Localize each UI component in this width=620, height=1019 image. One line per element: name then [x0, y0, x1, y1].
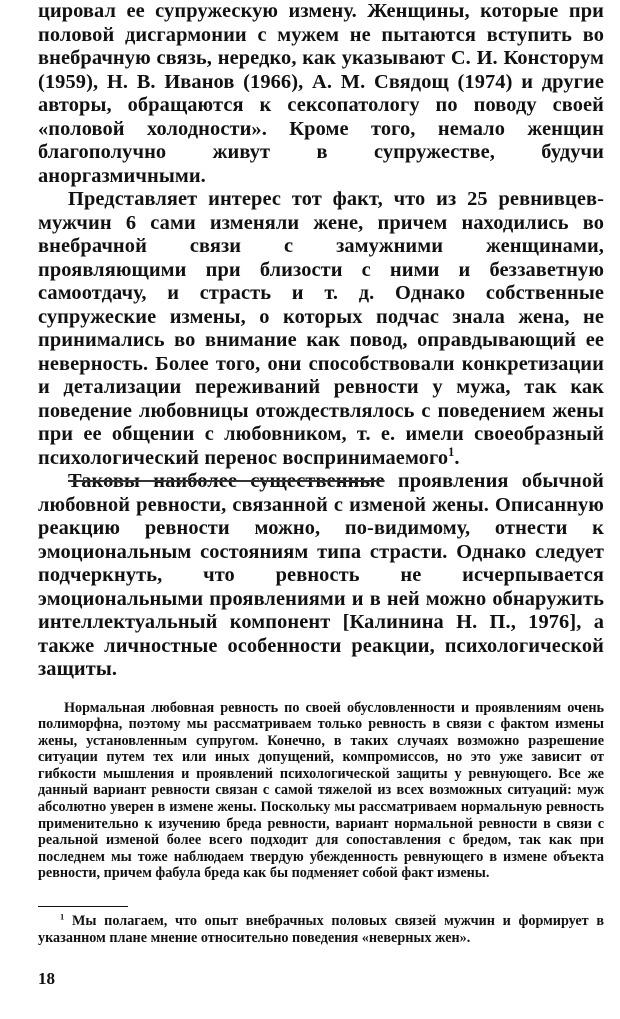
footnote-text: Мы полагаем, что опыт внебрачных половых связей мужчин и формирует в указанном плане мнение относительно поведения «неверных жен». — [38, 913, 604, 946]
main-paragraph-2 — [38, 188, 604, 470]
footnote — [38, 913, 604, 946]
small-paragraph: Нормальная любовная ревность по своей обусловленности и проявлениям очень полиморфна, поэтому мы рассматриваем только ревность в связи с фактом измены жены, установленным супругом. Конечно, в таких случаях возможно разрешение ситуации путем тех или иных допущений, компромиссов, но это уже зависит от гибкости мышления и проявлений психологической защиты у ревнующего. Все же данный вариант ревности связан с самой тяжелой из всех возможных ситуаций: муж абсолютно уверен в измене жены. Поскольку мы рассматриваем нормальную ревность применительно к изучению бреда ревности, вариант нормальной ревности в связи с реальной изменой более всего подходит для сопоставления с бредом, так как при последнем мы тоже наблюдаем твердую убежденность ревнующего в измене объекта ревности, причем фабула бреда как бы подменяет собой факт измены. — [38, 699, 604, 882]
book-page — [38, 0, 604, 1019]
footnote-divider — [38, 906, 128, 907]
main-paragraph-1: цировал ее супружескую измену. Женщины, которые при половой дисгармонии с мужем не пытаются вступить во внебрачную связь, нередко, как указывают С. И. Консторум (1959), Н. В. Иванов (1966), А. М. Свядощ (1974) и другие авторы, обращаются к сексопатологу по поводу своей «половой холодности». Кроме того, немало женщин благополучно живут в супружестве, будучи аноргазмичными. — [38, 0, 604, 187]
main-paragraph-3-struck-text: Таковы наиболее существенные — [68, 470, 385, 492]
footnote-paragraph — [38, 913, 604, 946]
main-paragraph-3-text: проявления обычной любовной ревности, связанной с изменой жены. Описанную реакцию ревности можно, по-видимому, отнести к эмоциональным состояниям типа страсти. Однако следует подчеркнуть, что ревность не исчерпывается эмоциональными проявлениями и в ней можно обнаружить интеллектуальный компонент [Калинина Н. П., 1976], а также личностные особенности реакции, психологической защиты. — [38, 470, 604, 680]
footnote-marker: 1 — [60, 911, 65, 922]
page-number: 18 — [38, 969, 55, 988]
main-text — [38, 0, 604, 682]
small-print-section — [38, 700, 604, 883]
footnote-reference: 1 — [448, 444, 455, 459]
main-paragraph-2-text: Представляет интерес тот факт, что из 25 ревнивцев-мужчин 6 сами изменяли жене, причем находились во внебрачной связи с замужними женщинами, проявляющими при близости с ними и беззаветную самоотдачу, и страсть и т. д. Однако собственные супружеские измены, о которых подчас знала жена, не принимались во внимание как повод, оправдывающий ее неверность. Более того, они способствовали конкретизации и детализации переживаний ревности у мужа, так как поведение любовницы отождествлялось с поведением жены при ее общении с любовником, т. е. имели своеобразный психологический перенос воспринимаемого — [38, 188, 604, 469]
main-paragraph-3 — [38, 470, 604, 682]
main-paragraph-2-end: . — [454, 446, 460, 469]
